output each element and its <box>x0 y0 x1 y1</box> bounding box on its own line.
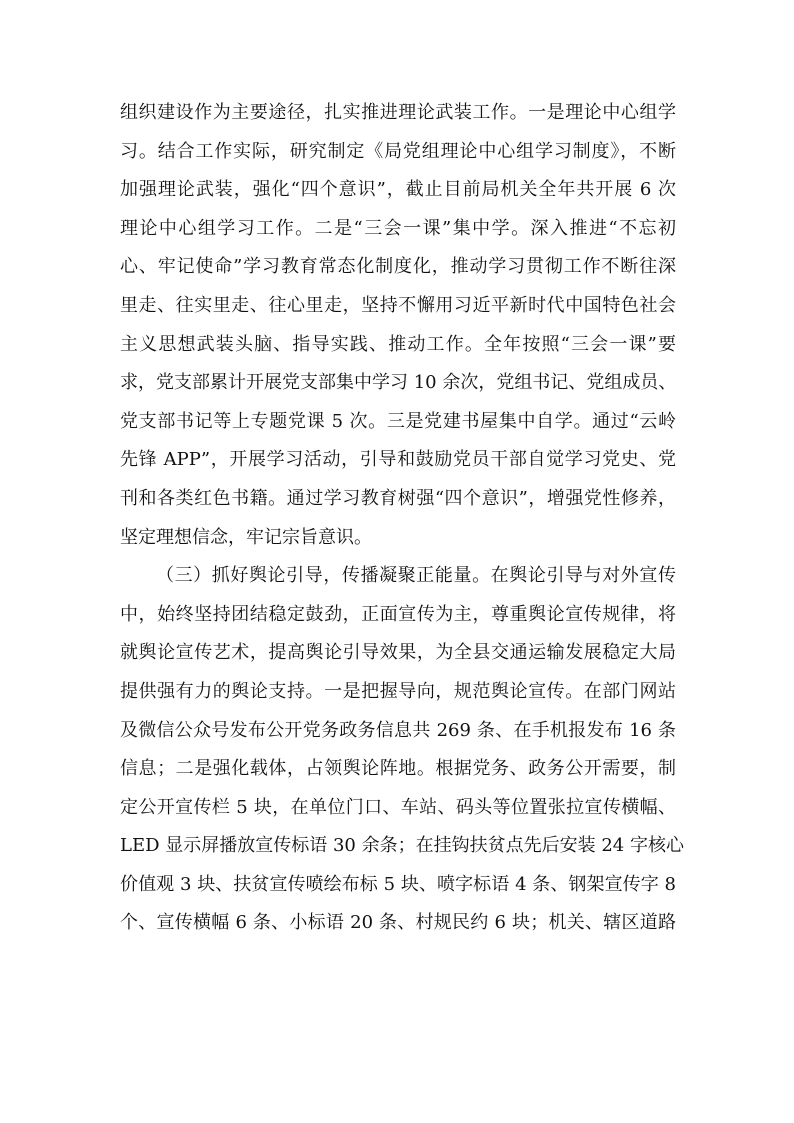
paragraph-line: 理论中心组学习工作。二是“三会一课”集中学。深入推进“不忘初 <box>120 217 676 239</box>
paragraph-line: 价值观 3 块、扶贫宣传喷绘布标 5 块、喷字标语 4 条、钢架宣传字 8 <box>120 873 676 895</box>
paragraph-line: 习。结合工作实际，研究制定《局党组理论中心组学习制度》，不断 <box>120 140 676 162</box>
paragraph-line: 求，党支部累计开展党支部集中学习 10 余次，党组书记、党组成员、 <box>120 372 677 394</box>
paragraph-line: 心、牢记使命”学习教育常态化制度化，推动学习贯彻工作不断往深 <box>120 256 676 278</box>
paragraph-line: 中，始终坚持团结稳定鼓劲，正面宣传为主，尊重舆论宣传规律，将 <box>120 603 676 625</box>
paragraph-line: 定公开宣传栏 5 块，在单位门口、车站、码头等位置张拉宣传横幅、 <box>120 796 676 818</box>
document-body <box>120 94 684 943</box>
paragraph-line: 提供强有力的舆论支持。一是把握导向，规范舆论宣传。在部门网站 <box>120 680 676 702</box>
paragraph-line: 及微信公众号发布公开党务政务信息共 269 条、在手机报发布 16 条 <box>120 719 676 741</box>
paragraph-line: LED 显示屏播放宣传标语 30 余条；在挂钩扶贫点先后安装 24 字核心 <box>120 835 684 857</box>
paragraph-line: 组织建设作为主要途径，扎实推进理论武装工作。一是理论中心组学 <box>120 102 676 123</box>
paragraph-line: 就舆论宣传艺术，提高舆论引导效果，为全县交通运输发展稳定大局 <box>120 642 676 664</box>
paragraph-line: 个、宣传横幅 6 条、小标语 20 条、村规民约 6 块；机关、辖区道路 <box>120 912 676 934</box>
paragraph-line: 里走、往实里走、往心里走，坚持不懈用习近平新时代中国特色社会 <box>120 294 676 316</box>
paragraph-line: 加强理论武装，强化“四个意识”，截止目前局机关全年共开展 6 次 <box>120 179 676 201</box>
paragraph-line: 党支部书记等上专题党课 5 次。三是党建书屋集中自学。通过“云岭 <box>120 410 676 432</box>
paragraph-line: 刊和各类红色书籍。通过学习教育树强“四个意识”，增强党性修养， <box>120 487 676 509</box>
section-heading-line: （三）抓好舆论引导，传播凝聚正能量。在舆论引导与对外宣传 <box>156 565 676 587</box>
paragraph-line: 先锋 APP”，开展学习活动，引导和鼓励党员干部自觉学习党史、党 <box>120 449 676 471</box>
paragraph-line: 主义思想武装头脑、指导实践、推动工作。全年按照“三会一课”要 <box>120 333 676 355</box>
paragraph-line: 信息；二是强化载体，占领舆论阵地。根据党务、政务公开需要，制 <box>120 758 676 780</box>
paragraph-line: 坚定理想信念，牢记宗旨意识。 <box>120 526 372 548</box>
